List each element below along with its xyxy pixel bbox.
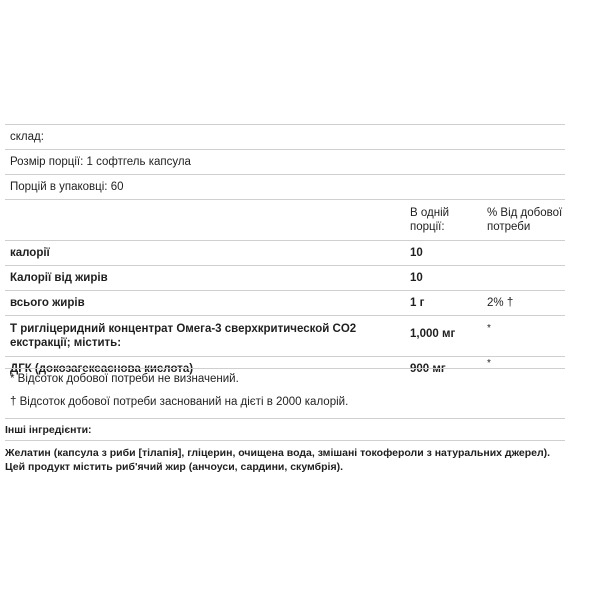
footnote-divider	[5, 368, 565, 369]
footnote-2000-calories: † Відсоток добової потреби заснований на дієті в 2000 калорій.	[10, 396, 349, 408]
other-ingredients-divider-2	[5, 440, 565, 441]
table-row	[5, 290, 565, 315]
nutrient-daily-value: 2% †	[487, 297, 514, 309]
column-header-amount: В одній порції:	[410, 207, 450, 233]
nutrient-daily-value: *	[487, 358, 491, 369]
nutrient-name: калорії	[10, 247, 50, 259]
nutrient-amount: 1,000 мг	[410, 328, 456, 340]
other-ingredients-title: Інші інгредієнти:	[5, 424, 92, 436]
nutrient-amount: 10	[410, 247, 423, 259]
column-header-daily-value: % Від добової потреби	[487, 207, 563, 233]
nutrient-daily-value: *	[487, 323, 491, 334]
nutrient-amount: 1 г	[410, 297, 425, 309]
composition-label: склад:	[10, 131, 44, 143]
table-header-row	[5, 199, 565, 240]
serving-size: Розмір порції: 1 софтгель капсула	[10, 156, 191, 168]
table-row	[5, 240, 565, 265]
nutrient-name: Калорії від жирів	[10, 272, 108, 284]
nutrient-name: ДГК (докозагексаєнова кислота)	[10, 363, 194, 375]
other-ingredients-text: Желатин (капсула з риби [тілапія], гліцерин, очищена вода, змішані токофероли з натуральних джерел). Цей продукт містить риб'ячий жир (анчоуси, сардини, скумбрія).	[5, 447, 551, 473]
nutrient-amount: 900 мг	[410, 363, 446, 375]
table-row	[5, 315, 565, 356]
nutrient-name: Т ригліцеридний концентрат Омега-3 сверхкритической CO2 екстракції; містить:	[10, 323, 357, 349]
footnote-undetermined: * Відсоток добової потреби не визначений.	[10, 373, 239, 385]
serving-size-row	[5, 149, 565, 174]
table-row	[5, 265, 565, 290]
supplement-facts-panel	[5, 124, 565, 381]
other-ingredients-divider	[5, 418, 565, 419]
nutrient-amount: 10	[410, 272, 423, 284]
composition-row	[5, 124, 565, 149]
servings-per-container-row	[5, 174, 565, 199]
nutrient-name: всього жирів	[10, 297, 85, 309]
servings-per-container: Порцій в упаковці: 60	[10, 181, 124, 193]
